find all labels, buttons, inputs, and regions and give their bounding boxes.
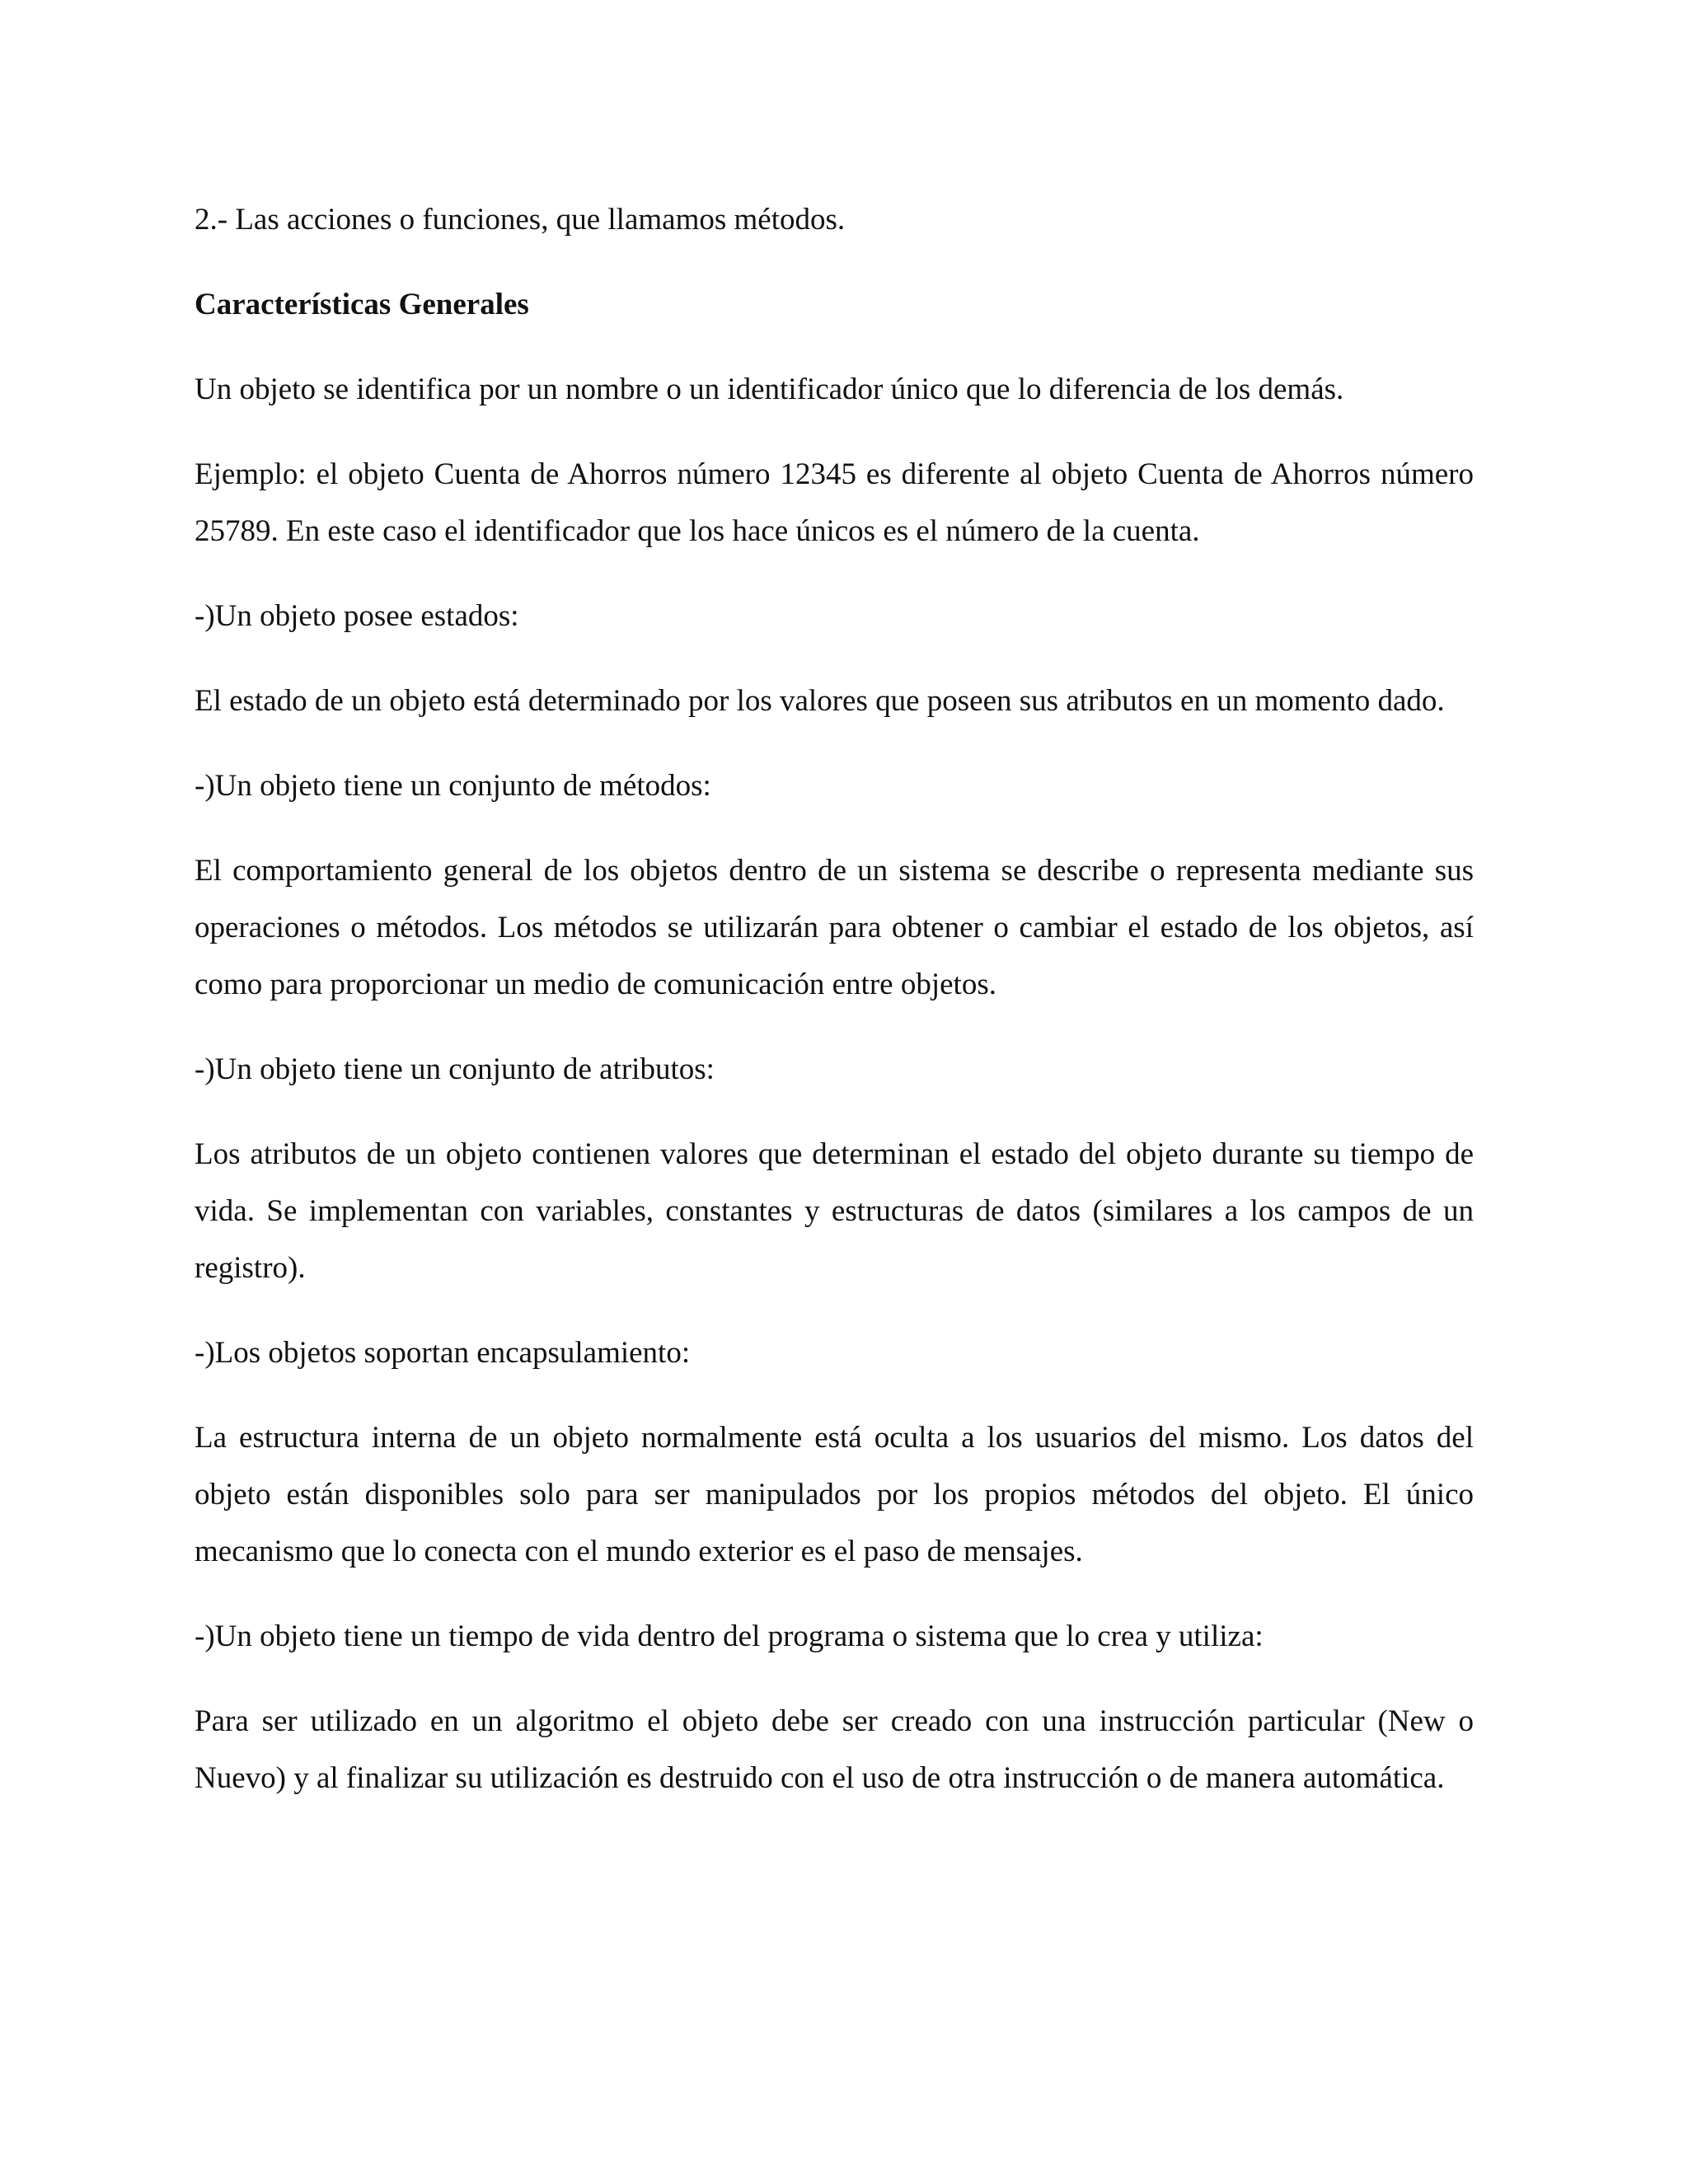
- subheading-attributes: -)Un objeto tiene un conjunto de atributos:: [195, 1052, 715, 1086]
- subheading-encapsulation: -)Los objetos soportan encapsulamiento:: [195, 1336, 691, 1370]
- subheading-lifetime: -)Un objeto tiene un tiempo de vida dentro del programa o sistema que lo crea y utiliza:: [195, 1619, 1264, 1653]
- list-item-methods: 2.- Las acciones o funciones, que llamamos métodos.: [195, 203, 846, 237]
- paragraph-attributes: Los atributos de un objeto contienen valores que determinan el estado del objeto durante su tiempo de vida. Se implementan con variables, constantes y estructuras de datos (similares a los campos de un registro).: [195, 1137, 1474, 1285]
- paragraph-lifetime: Para ser utilizado en un algoritmo el objeto debe ser creado con una instrucción particular (New o Nuevo) y al finalizar su utilización es destruido con el uso de otra instrucción o de manera automática.: [195, 1704, 1474, 1795]
- paragraph-example: Ejemplo: el objeto Cuenta de Ahorros número 12345 es diferente al objeto Cuenta de Ahorros número 25789. En este caso el identificador que los hace únicos es el número de la cuenta.: [195, 457, 1474, 548]
- paragraph-identity: Un objeto se identifica por un nombre o un identificador único que lo diferencia de los demás.: [195, 373, 1344, 406]
- paragraph-encapsulation: La estructura interna de un objeto normalmente está oculta a los usuarios del mismo. Los datos del objeto están disponibles solo para ser manipulados por los propios métodos del objeto. El único mecanismo que lo conecta con el mundo exterior es el paso de mensajes.: [195, 1421, 1474, 1568]
- subheading-methods: -)Un objeto tiene un conjunto de métodos:: [195, 769, 711, 803]
- document-body: [195, 191, 1474, 1835]
- section-heading: Características Generales: [195, 288, 529, 321]
- paragraph-methods: El comportamiento general de los objetos dentro de un sistema se describe o representa mediante sus operaciones o métodos. Los métodos se utilizarán para obtener o cambiar el estado de los objetos, así como para proporcionar un medio de comunicación entre objetos.: [195, 854, 1474, 1001]
- paragraph-states: El estado de un objeto está determinado por los valores que poseen sus atributos en un momento dado.: [195, 684, 1445, 718]
- subheading-states: -)Un objeto posee estados:: [195, 599, 519, 633]
